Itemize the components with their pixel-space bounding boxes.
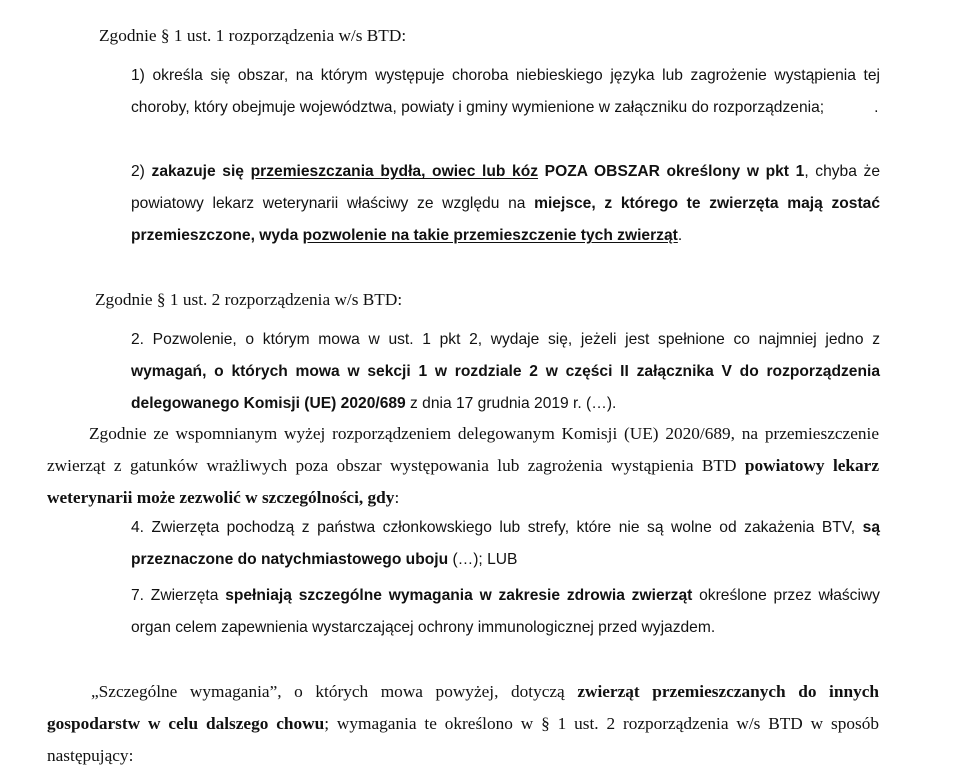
para2-text-2: ; wymagania te określono w § 1 ust. 2 rozporządzenia w/s BTD w sposób następujący:: [47, 714, 879, 765]
intro-paragraph-2: [95, 284, 875, 316]
item2-text-2: .: [677, 227, 683, 244]
item2-bold-3: miejsce, z którego te zwierzęta mają zostać przemieszczone, wyda: [131, 195, 880, 244]
item3-text-2: z dnia 17 grudnia 2019 r. (…).: [405, 395, 617, 412]
list-item-2: [131, 156, 880, 252]
list-item-3: [131, 324, 880, 420]
list-item-1: [131, 60, 880, 124]
item3-bold: wymagań, o których mowa w sekcji 1 w rozdziale 2 w części II załącznika V do rozporządzenia delegowanego Komisji (UE) 2020/689: [131, 363, 880, 412]
item2-num: 2): [131, 163, 152, 180]
item5-text-1: 7. Zwierzęta: [131, 587, 226, 604]
para2-text-1: „Szczególne wymagania”, o których mowa powyżej, dotyczą: [91, 682, 578, 701]
para1-text-2: :: [394, 488, 400, 507]
item1-stray-dot: .: [874, 99, 879, 116]
item2-bold-2: POZA OBSZAR określony w pkt 1: [538, 163, 805, 180]
item5-bold: spełniają szczególne wymagania w zakresie zdrowia zwierząt: [225, 587, 693, 604]
item4-bold: są przeznaczone do natychmiastowego uboju: [131, 519, 880, 568]
item4-text-2: (…); LUB: [448, 551, 518, 568]
item3-text-1: 2. Pozwolenie, o którym mowa w ust. 1 pkt 2, wydaje się, jeżeli jest spełnione co najmniej jedno z: [131, 331, 880, 348]
item2-underline-1: przemieszczania bydła, owiec lub kóz: [250, 163, 539, 180]
list-item-5: [131, 580, 880, 644]
item4-text-1: 4. Zwierzęta pochodzą z państwa członkowskiego lub strefy, które nie są wolne od zakażenia BTV,: [131, 519, 863, 536]
item2-underline-2: pozwolenie na takie przemieszczenie tych zwierząt: [302, 227, 678, 244]
intro-text-1: Zgodnie § 1 ust. 1 rozporządzenia w/s BTD:: [99, 26, 407, 45]
para1-text-1: Zgodnie ze wspomnianym wyżej rozporządzeniem delegowanym Komisji (UE) 2020/689, na przemieszczenie zwierząt z gatunków wrażliwych poza obszar występowania lub zagrożenia wystąpienia BTD: [47, 424, 879, 475]
body-paragraph-1: [47, 418, 879, 514]
intro-text-2: Zgodnie § 1 ust. 2 rozporządzenia w/s BTD:: [95, 290, 403, 309]
para1-bold: powiatowy lekarz weterynarii może zezwolić w szczególności, gdy: [47, 456, 880, 507]
item5-text-2: określone przez właściwy organ celem zapewnienia wystarczającej ochrony immunologicznej przed wyjazdem.: [131, 587, 880, 636]
item1-text: 1) określa się obszar, na którym występuje choroba niebieskiego języka lub zagrożenie wystąpienia tej choroby, który obejmuje województwa, powiaty i gminy wymienione w załączniku do rozporządzenia;: [131, 67, 880, 116]
list-item-4: [131, 512, 880, 576]
item2-bold-1: zakazuje się: [151, 163, 251, 180]
item2-text-1: , chyba że powiatowy lekarz weterynarii właściwy ze względu na: [131, 163, 881, 212]
para2-bold: zwierząt przemieszczanych do innych gospodarstw w celu dalszego chowu: [47, 682, 879, 733]
intro-paragraph-1: [99, 20, 879, 52]
body-paragraph-2: [47, 676, 879, 772]
